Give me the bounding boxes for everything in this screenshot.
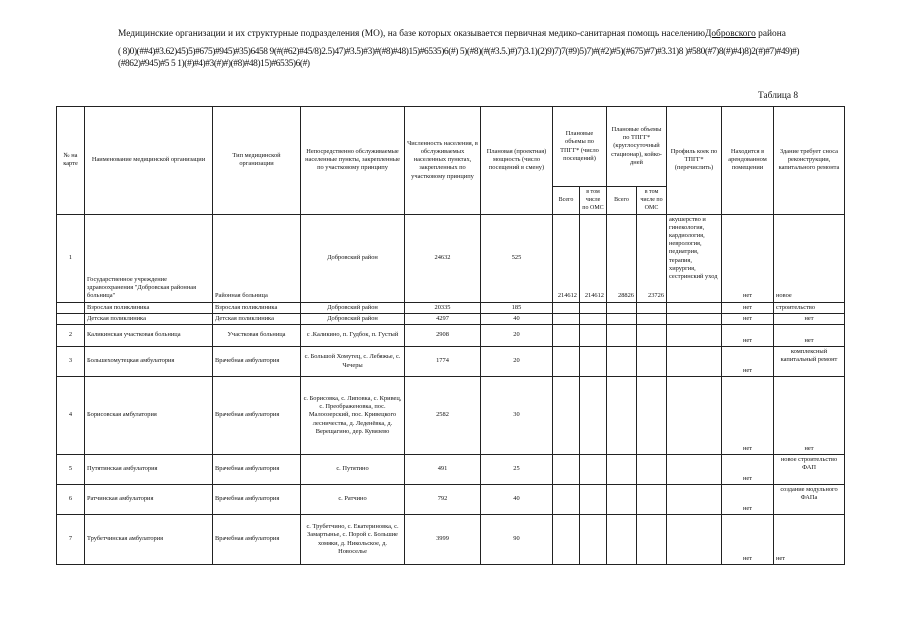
col-header-visits: Плановые объемы по ТПГГ* (число посещений) xyxy=(553,107,607,187)
title-suffix: района xyxy=(755,29,786,39)
cell-served: Добровский район xyxy=(301,313,405,324)
document-title xyxy=(118,28,818,40)
cell-repair: новое строительство ФАП xyxy=(774,455,845,485)
cell-served: Добровский район xyxy=(301,302,405,313)
cell-visits-oms xyxy=(580,313,607,324)
garbled-subtitle: ( 8)0)(##4)#3.62)45)5)#675)#945)#35)6458 9(#(#62)#45/8)2.5)47)#3.5)#3)#(#8)#48)15)#6535)6(#) 5)(#8)(#(#3.5.)#)7)3.1)(2)9)7)7(#9)5)7)#(#2)#5)(#675)#7)#3.31)8 )#580(#7)8(#)#4)8)2(#)#7)#49)#)(#862)#945)#5 5 1)(#)#4)#3(#)#)(#8)#48)15)#6535)6(#) xyxy=(118,47,800,69)
cell-visits-total xyxy=(553,485,580,515)
cell-population: 2582 xyxy=(405,377,481,455)
col-header-visits-oms: в том числе по ОМС xyxy=(580,187,607,215)
cell-num: 4 xyxy=(57,377,85,455)
col-header-profile: Профиль коек по ТПГГ* (перечислить) xyxy=(667,107,722,215)
cell-profile xyxy=(667,485,722,515)
cell-population: 3999 xyxy=(405,515,481,565)
cell-beddays-total xyxy=(607,485,637,515)
cell-visits-total: 214612 xyxy=(553,214,580,302)
cell-population: 2908 xyxy=(405,325,481,347)
table-row xyxy=(57,347,845,377)
cell-population: 491 xyxy=(405,455,481,485)
table-row xyxy=(57,325,845,347)
cell-visits-total xyxy=(553,377,580,455)
cell-rented: нет xyxy=(722,455,774,485)
cell-num: 1 xyxy=(57,214,85,302)
cell-visits-oms xyxy=(580,377,607,455)
cell-type: Врачебная амбулатория xyxy=(213,455,301,485)
cell-beddays-total xyxy=(607,313,637,324)
cell-name: Каликинская участковая больница xyxy=(85,325,213,347)
cell-population: 24632 xyxy=(405,214,481,302)
cell-profile xyxy=(667,302,722,313)
cell-repair: комплексный капитальный ремонт xyxy=(774,347,845,377)
cell-type: Детская поликлиника xyxy=(213,313,301,324)
cell-visits-oms xyxy=(580,302,607,313)
cell-population: 1774 xyxy=(405,347,481,377)
cell-repair: нет xyxy=(774,313,845,324)
cell-repair: новое xyxy=(774,214,845,302)
col-header-visits-total: Всего xyxy=(553,187,580,215)
col-header-rented: Находится в арендованном помещении xyxy=(722,107,774,215)
cell-num: 5 xyxy=(57,455,85,485)
cell-beddays-oms: 23726 xyxy=(637,214,667,302)
cell-type: Районная больница xyxy=(213,214,301,302)
cell-beddays-oms xyxy=(637,313,667,324)
cell-population: 792 xyxy=(405,485,481,515)
cell-beddays-total: 28826 xyxy=(607,214,637,302)
table-row xyxy=(57,214,845,302)
cell-repair: нет xyxy=(774,515,845,565)
cell-visits-oms xyxy=(580,325,607,347)
title-prefix: Медицинские организации и их структурные подразделения (МО), на базе которых оказывается первичная медико-санитарная помощь населению xyxy=(118,29,705,39)
cell-beddays-oms xyxy=(637,515,667,565)
cell-profile xyxy=(667,455,722,485)
cell-capacity: 20 xyxy=(481,347,553,377)
organizations-table xyxy=(56,106,845,565)
cell-profile: акушерство и гинекология, кардиология, неврология, педиатрия, терапия, хирургия, сестринский уход xyxy=(667,214,722,302)
cell-rented: нет xyxy=(722,515,774,565)
cell-served: с. Путятино xyxy=(301,455,405,485)
cell-beddays-total xyxy=(607,325,637,347)
cell-visits-total xyxy=(553,313,580,324)
district-link[interactable]: Добровского xyxy=(704,29,756,39)
table-row xyxy=(57,485,845,515)
cell-capacity: 25 xyxy=(481,455,553,485)
cell-visits-total xyxy=(553,347,580,377)
col-header-beddays-oms: в том числе по ОМС xyxy=(637,187,667,215)
cell-beddays-total xyxy=(607,347,637,377)
cell-rented: нет xyxy=(722,325,774,347)
cell-name: Трубетчинская амбулатория xyxy=(85,515,213,565)
col-header-served: Непосредственно обслуживаемые населенные пункты, закрепленные по участковому принципу xyxy=(301,107,405,215)
cell-capacity: 20 xyxy=(481,325,553,347)
cell-rented: нет xyxy=(722,313,774,324)
cell-rented: нет xyxy=(722,302,774,313)
cell-repair: создание модульного ФАПа xyxy=(774,485,845,515)
cell-name: Государственное учреждение здравоохранения "Добровская районная больница" xyxy=(85,214,213,302)
table-row xyxy=(57,377,845,455)
cell-served: с. Трубетчино, с. Екатериновка, с. Замартынье, с. Порой с. Большие хомяки, д. Никольское, д. Новоселье xyxy=(301,515,405,565)
cell-name: Детская поликлиника xyxy=(85,313,213,324)
col-header-beddays: Плановые объемы по ТПГГ* (круглосуточный стационар), койко-дней xyxy=(607,107,667,187)
cell-visits-oms: 214612 xyxy=(580,214,607,302)
cell-served: с. Борисовка, с. Липовка, с. Кривец, с. Преображеновка, пос. Малоозерский, пос. Кривецкого лесничества, д. Леденёвка, д. Верещагино, дер. Кувязево xyxy=(301,377,405,455)
cell-served: с. Ратчино xyxy=(301,485,405,515)
cell-num xyxy=(57,302,85,313)
table-row xyxy=(57,313,845,324)
col-header-capacity: Плановая (проектная) мощность (число посещений в смену) xyxy=(481,107,553,215)
table-row xyxy=(57,515,845,565)
cell-population: 4297 xyxy=(405,313,481,324)
cell-num xyxy=(57,313,85,324)
cell-visits-oms xyxy=(580,455,607,485)
cell-visits-oms xyxy=(580,515,607,565)
cell-type: Врачебная амбулатория xyxy=(213,347,301,377)
cell-capacity: 525 xyxy=(481,214,553,302)
cell-name: Ратчинская амбулатория xyxy=(85,485,213,515)
cell-beddays-total xyxy=(607,302,637,313)
table-row xyxy=(57,302,845,313)
cell-capacity: 90 xyxy=(481,515,553,565)
cell-name: Путятинская амбулатория xyxy=(85,455,213,485)
col-header-name: Наименование медицинской организации xyxy=(85,107,213,215)
cell-beddays-oms xyxy=(637,485,667,515)
cell-visits-total xyxy=(553,515,580,565)
cell-type: Взрослая поликлиника xyxy=(213,302,301,313)
cell-num: 6 xyxy=(57,485,85,515)
col-header-type: Тип медицинской организации xyxy=(213,107,301,215)
cell-profile xyxy=(667,347,722,377)
col-header-beddays-total: Всего xyxy=(607,187,637,215)
cell-capacity: 30 xyxy=(481,377,553,455)
cell-beddays-total xyxy=(607,377,637,455)
cell-name: Большехомутецкая амбулатория xyxy=(85,347,213,377)
col-header-num: № на карте xyxy=(57,107,85,215)
cell-rented: нет xyxy=(722,347,774,377)
cell-population: 20335 xyxy=(405,302,481,313)
cell-profile xyxy=(667,377,722,455)
cell-rented: нет xyxy=(722,214,774,302)
cell-beddays-total xyxy=(607,515,637,565)
cell-served: с. Большой Хомутец, с. Лебяжье, с. Чечеры xyxy=(301,347,405,377)
cell-visits-total xyxy=(553,302,580,313)
cell-repair: строительство xyxy=(774,302,845,313)
cell-rented: нет xyxy=(722,377,774,455)
cell-profile xyxy=(667,325,722,347)
cell-capacity: 185 xyxy=(481,302,553,313)
cell-beddays-oms xyxy=(637,325,667,347)
cell-type: Врачебная амбулатория xyxy=(213,515,301,565)
cell-capacity: 40 xyxy=(481,485,553,515)
table-row xyxy=(57,455,845,485)
cell-beddays-oms xyxy=(637,347,667,377)
cell-capacity: 40 xyxy=(481,313,553,324)
cell-visits-oms xyxy=(580,347,607,377)
col-header-repair: Здание требует сноса реконструкции, капитального ремонта xyxy=(774,107,845,215)
cell-visits-total xyxy=(553,455,580,485)
cell-beddays-oms xyxy=(637,455,667,485)
cell-type: Врачебная амбулатория xyxy=(213,377,301,455)
cell-repair: нет xyxy=(774,377,845,455)
cell-type: Участковая больница xyxy=(213,325,301,347)
cell-served: с .Каликино, п. Гудбок, п. Густый xyxy=(301,325,405,347)
cell-beddays-oms xyxy=(637,377,667,455)
cell-type: Врачебная амбулатория xyxy=(213,485,301,515)
cell-name: Борисовская амбулатория xyxy=(85,377,213,455)
cell-num: 7 xyxy=(57,515,85,565)
cell-num: 2 xyxy=(57,325,85,347)
cell-beddays-oms xyxy=(637,302,667,313)
cell-repair: нет xyxy=(774,325,845,347)
cell-beddays-total xyxy=(607,455,637,485)
cell-visits-total xyxy=(553,325,580,347)
cell-name: Взрослая поликлиника xyxy=(85,302,213,313)
cell-served: Добровский район xyxy=(301,214,405,302)
table-label: Таблица 8 xyxy=(758,91,799,101)
cell-rented: нет xyxy=(722,485,774,515)
cell-num: 3 xyxy=(57,347,85,377)
cell-profile xyxy=(667,515,722,565)
col-header-population: Численность населения, в обслуживаемых населенных пунктах, закрепленных по участковому принципу xyxy=(405,107,481,215)
cell-visits-oms xyxy=(580,485,607,515)
cell-profile xyxy=(667,313,722,324)
